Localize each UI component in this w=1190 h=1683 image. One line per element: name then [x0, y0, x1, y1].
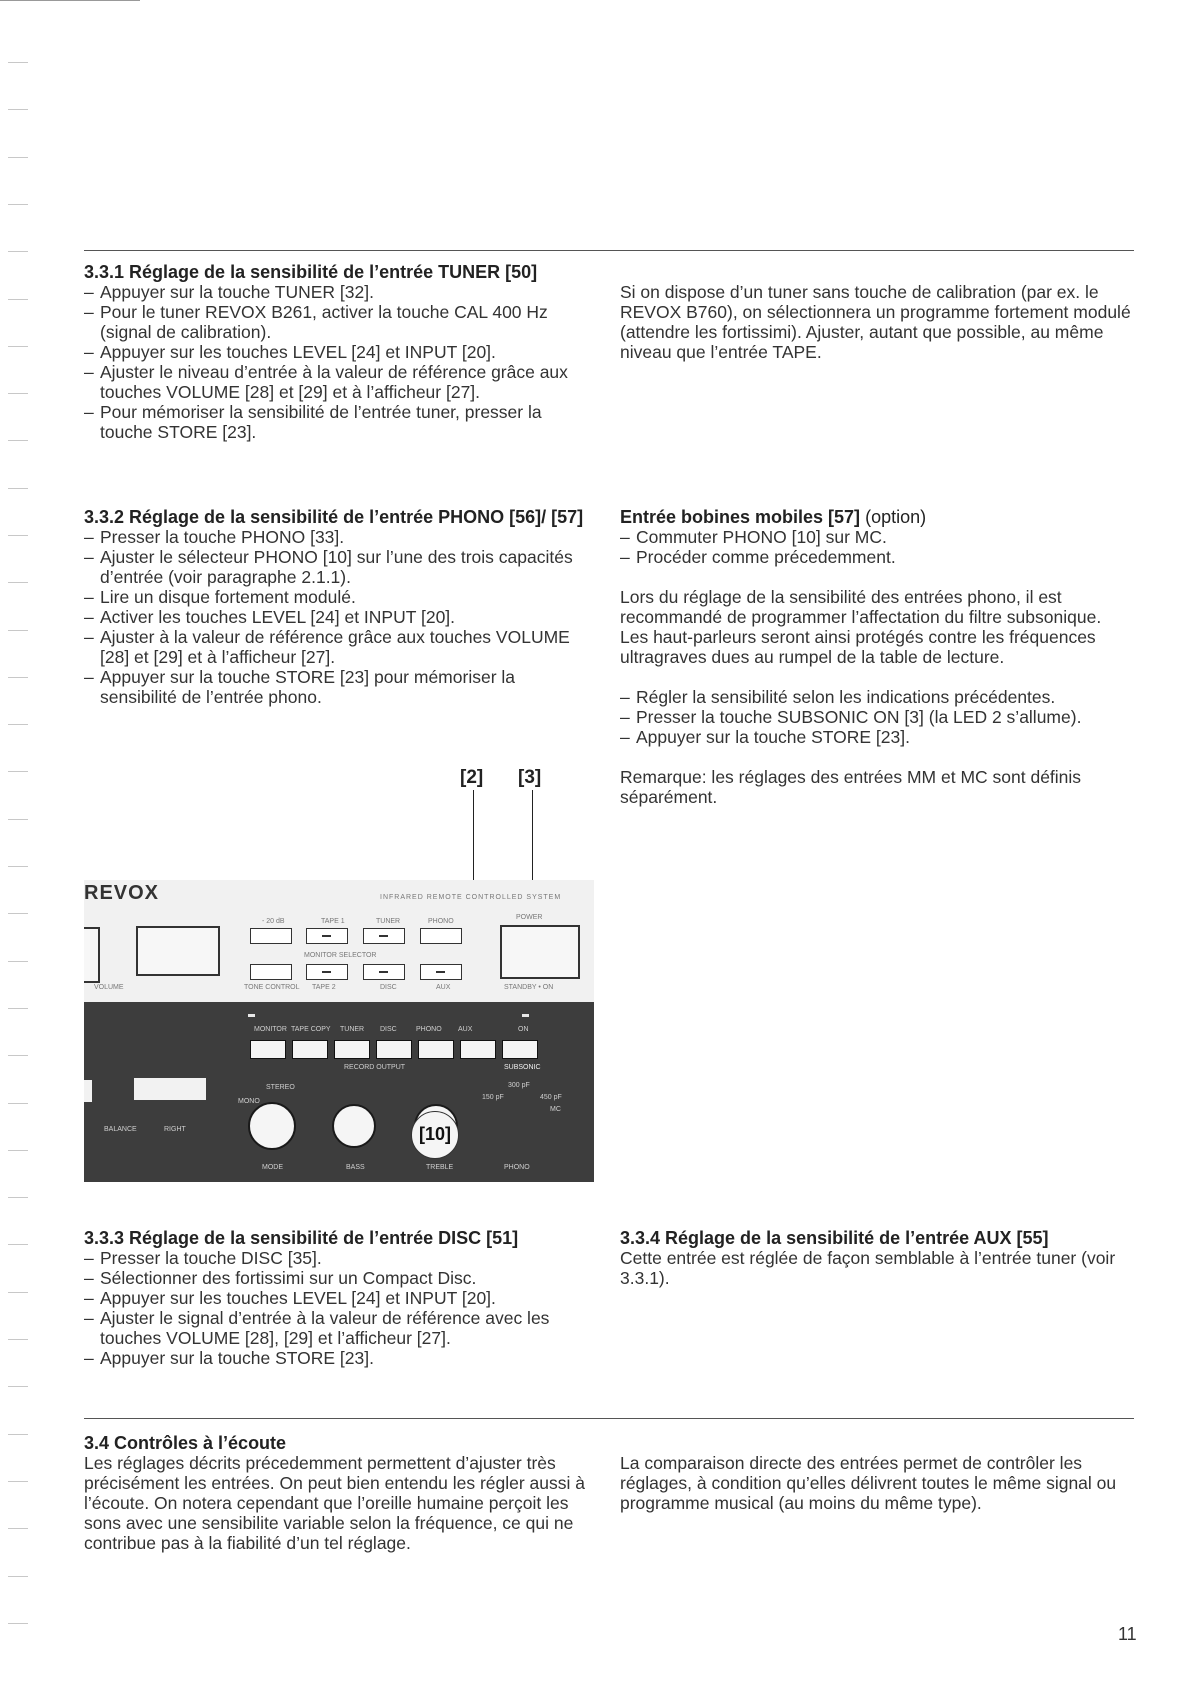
margin-tick	[8, 1292, 28, 1293]
tone-control-label: TONE CONTROL	[244, 984, 300, 991]
list-item: – Commuter PHONO [10] sur MC.	[620, 527, 1132, 547]
margin-tick	[8, 1008, 28, 1009]
selector-button	[420, 964, 462, 980]
steps-list	[84, 282, 594, 442]
selector-button	[250, 928, 292, 944]
section-heading: 3.4 Contrôles à l’écoute	[84, 1433, 287, 1453]
record-output-key	[418, 1040, 454, 1059]
selector-button	[306, 928, 348, 944]
record-output-key	[376, 1040, 412, 1059]
steps-list	[620, 527, 1132, 567]
minus20-label: - 20 dB	[262, 918, 285, 925]
list-item: – Appuyer sur les touches LEVEL [24] et INPUT [20].	[84, 342, 594, 362]
monitor-selector-label: MONITOR SELECTOR	[304, 952, 377, 959]
margin-tick	[8, 819, 28, 820]
margin-tick	[8, 1339, 28, 1340]
section-3-4-right	[620, 1453, 1132, 1513]
margin-tick	[8, 677, 28, 678]
tape-copy-key-label: TAPE COPY	[291, 1026, 331, 1033]
section-heading: 3.3.3 Réglage de la sensibilité de l’entrée DISC [51]	[84, 1228, 519, 1248]
margin-tick	[8, 1528, 28, 1529]
margin-tick	[8, 488, 28, 489]
brand-logo: REVOX	[84, 882, 160, 904]
section-3-3-1	[84, 262, 594, 442]
record-output-key	[250, 1040, 286, 1059]
margin-tick	[8, 866, 28, 867]
margin-tick	[8, 157, 28, 158]
list-item: – Ajuster le sélecteur PHONO [10] sur l’une des trois capacités d’entrée (voir paragraphe 2.1.1).	[84, 547, 594, 587]
section-3-3-4	[620, 1228, 1132, 1288]
pf300-label: 300 pF	[508, 1082, 530, 1089]
mc-label: MC	[550, 1106, 561, 1113]
panel-bottom	[84, 1002, 594, 1182]
display-window	[136, 926, 220, 976]
section-heading: 3.3.1 Réglage de la sensibilité de l’entrée TUNER [50]	[84, 262, 538, 282]
margin-tick	[8, 62, 28, 63]
monitor-key-label: MONITOR	[254, 1026, 287, 1033]
section-heading: 3.3.4 Réglage de la sensibilité de l’entrée AUX [55]	[620, 1228, 1049, 1248]
aux-key-label: AUX	[458, 1026, 473, 1033]
paragraph: La comparaison directe des entrées permet de contrôler les réglages, à condition qu’elles délivrent toutes le même signal ou programme musical (au moins du même type).	[620, 1453, 1117, 1513]
system-label: INFRARED REMOTE CONTROLLED SYSTEM	[380, 894, 562, 901]
margin-tick	[8, 724, 28, 725]
list-item: – Ajuster à la valeur de référence grâce aux touches VOLUME [28] et [29] et à l’afficheur [27].	[84, 627, 594, 667]
paragraph: Les réglages décrits précedemment permettent d’ajuster très précisément les entrées. On peut bien entendu les régler aussi à l’écoute. On notera cependant que l’oreille humaine perçoit les sons avec une sensibilite variable selon la fréquence, ce qui ne contribue pas à la fiabilité d’un tel réglage.	[84, 1453, 585, 1553]
selector-button	[306, 964, 348, 980]
list-item: – Appuyer sur la touche TUNER [32].	[84, 282, 594, 302]
power-label: POWER	[516, 914, 543, 921]
selector-button	[250, 964, 292, 980]
selector-button	[420, 928, 462, 944]
paragraph: Lors du réglage de la sensibilité des entrées phono, il est recommandé de programmer l’affectation du filtre subsonique. Les haut-parleurs seront ainsi protégés contre les fréquences ultragraves dues au rumpel de la table de lecture.	[620, 587, 1102, 667]
list-item: – Ajuster le niveau d’entrée à la valeur de référence grâce aux touches VOLUME [28] et [29] et à l’afficheur [27].	[84, 362, 594, 402]
margin-tick	[8, 535, 28, 536]
on-key-label: ON	[518, 1026, 529, 1033]
section-heading	[620, 507, 1132, 527]
callout-10-label: [10]	[418, 1124, 451, 1144]
list-item: – Presser la touche SUBSONIC ON [3] (la LED 2 s’allume).	[620, 707, 1132, 727]
margin-tick	[8, 1150, 28, 1151]
tuner-note	[620, 282, 1132, 362]
list-item: – Presser la touche PHONO [33].	[84, 527, 594, 547]
list-item: – Procéder comme précedemment.	[620, 547, 1132, 567]
right-label: RIGHT	[164, 1126, 186, 1133]
record-output-key	[460, 1040, 496, 1059]
list-item: – Régler la sensibilité selon les indications précédentes.	[620, 687, 1132, 707]
steps-list	[84, 1248, 594, 1368]
section-rule-top	[84, 250, 1134, 251]
record-output-key	[292, 1040, 328, 1059]
list-item: – Pour mémoriser la sensibilité de l’entrée tuner, presser la touche STORE [23].	[84, 402, 594, 442]
remark: Remarque: les réglages des entrées MM et MC sont définis séparément.	[620, 767, 1082, 807]
pf450-label: 450 pF	[540, 1094, 562, 1101]
margin-tick	[8, 1386, 28, 1387]
phono-label: PHONO	[428, 918, 454, 925]
section-rule-bottom	[84, 1418, 1134, 1419]
phono-key-label: PHONO	[416, 1026, 442, 1033]
treble-label: TREBLE	[426, 1164, 454, 1171]
pf150-label: 150 pF	[482, 1094, 504, 1101]
tuner-label: TUNER	[376, 918, 401, 925]
margin-tick	[8, 1244, 28, 1245]
page-number: 11	[1118, 1624, 1137, 1644]
margin-tick	[8, 771, 28, 772]
record-output-label: RECORD OUTPUT	[344, 1064, 406, 1071]
tape2-label: TAPE 2	[312, 984, 336, 991]
aux-label: AUX	[436, 984, 451, 991]
led	[248, 1014, 255, 1017]
margin-tick	[8, 440, 28, 441]
list-item: – Lire un disque fortement modulé.	[84, 587, 594, 607]
disc-key-label: DISC	[380, 1026, 397, 1033]
section-3-4	[84, 1433, 594, 1553]
callout-2-label: [2]	[460, 767, 484, 788]
margin-tick	[8, 109, 28, 110]
mode-knob	[248, 1102, 296, 1150]
margin-tick	[8, 346, 28, 347]
margin-tick	[8, 393, 28, 394]
subsonic-key	[502, 1040, 538, 1059]
balance-slot	[134, 1078, 206, 1100]
option-note: (option)	[865, 507, 927, 527]
steps-list	[620, 687, 1132, 747]
margin-tick	[8, 1576, 28, 1577]
selector-button	[363, 928, 405, 944]
standby-label: STANDBY • ON	[504, 984, 554, 991]
margin-tick	[8, 1434, 28, 1435]
list-item: – Appuyer sur la touche STORE [23].	[84, 1348, 594, 1368]
list-item: – Pour le tuner REVOX B261, activer la touche CAL 400 Hz (signal de calibration).	[84, 302, 594, 342]
tape1-label: TAPE 1	[321, 918, 345, 925]
list-item: – Activer les touches LEVEL [24] et INPUT [20].	[84, 607, 594, 627]
record-output-key	[334, 1040, 370, 1059]
disc-label: DISC	[380, 984, 397, 991]
margin-tick	[8, 1103, 28, 1104]
margin-tick	[8, 204, 28, 205]
phono-selector-callout	[411, 1111, 459, 1159]
list-item: – Presser la touche DISC [35].	[84, 1248, 594, 1268]
stereo-label: STEREO	[266, 1084, 295, 1091]
margin-tick	[8, 299, 28, 300]
left-window	[84, 927, 100, 983]
callout-3-label: [3]	[518, 767, 542, 788]
section-heading: 3.3.2 Réglage de la sensibilité de l’entrée PHONO [56]/ [57]	[84, 507, 584, 527]
margin-tick	[8, 251, 28, 252]
margin-tick	[8, 630, 28, 631]
volume-label: VOLUME	[94, 984, 124, 991]
tuner-key-label: TUNER	[340, 1026, 365, 1033]
phono-knob-label: PHONO	[504, 1164, 530, 1171]
margin-tick	[8, 913, 28, 914]
revox-front-panel-figure	[84, 880, 594, 1182]
margin-tick	[8, 1481, 28, 1482]
paragraph: Si on dispose d’un tuner sans touche de calibration (par ex. le REVOX B760), on sélectionnera un programme fortement modulé (attendre les fortissimi). Ajuster, autant que possible, au même niveau que l’entrée TAPE.	[620, 282, 1131, 362]
margin-tick	[8, 961, 28, 962]
paragraph: Cette entrée est réglée de façon semblable à l’entrée tuner (voir 3.3.1).	[620, 1248, 1116, 1288]
margin-tick	[8, 582, 28, 583]
left-slot	[84, 1080, 92, 1102]
bass-knob	[332, 1104, 376, 1148]
list-item: – Appuyer sur la touche STORE [23] pour mémoriser la sensibilité de l’entrée phono.	[84, 667, 594, 707]
subsonic-label: SUBSONIC	[504, 1064, 541, 1071]
led-2	[522, 1014, 529, 1017]
list-item: – Ajuster le signal d’entrée à la valeur de référence avec les touches VOLUME [28], [29] et l’afficheur [27].	[84, 1308, 594, 1348]
section-3-3-3	[84, 1228, 594, 1368]
list-item: – Sélectionner des fortissimi sur un Compact Disc.	[84, 1268, 594, 1288]
top-rule	[0, 0, 140, 1]
margin-tick	[8, 1055, 28, 1056]
margin-tick	[8, 1197, 28, 1198]
mono-label: MONO	[238, 1098, 260, 1105]
balance-label: BALANCE	[104, 1126, 137, 1133]
mc-section	[620, 507, 1132, 807]
list-item: – Appuyer sur la touche STORE [23].	[620, 727, 1132, 747]
power-window	[500, 925, 580, 979]
panel-top	[84, 880, 594, 1002]
margin-tick	[8, 1623, 28, 1624]
section-3-3-2	[84, 507, 594, 707]
list-item: – Appuyer sur les touches LEVEL [24] et INPUT [20].	[84, 1288, 594, 1308]
selector-button	[363, 964, 405, 980]
mc-heading-text: Entrée bobines mobiles [57]	[620, 507, 861, 527]
mode-label: MODE	[262, 1164, 283, 1171]
bass-label: BASS	[346, 1164, 365, 1171]
steps-list	[84, 527, 594, 707]
